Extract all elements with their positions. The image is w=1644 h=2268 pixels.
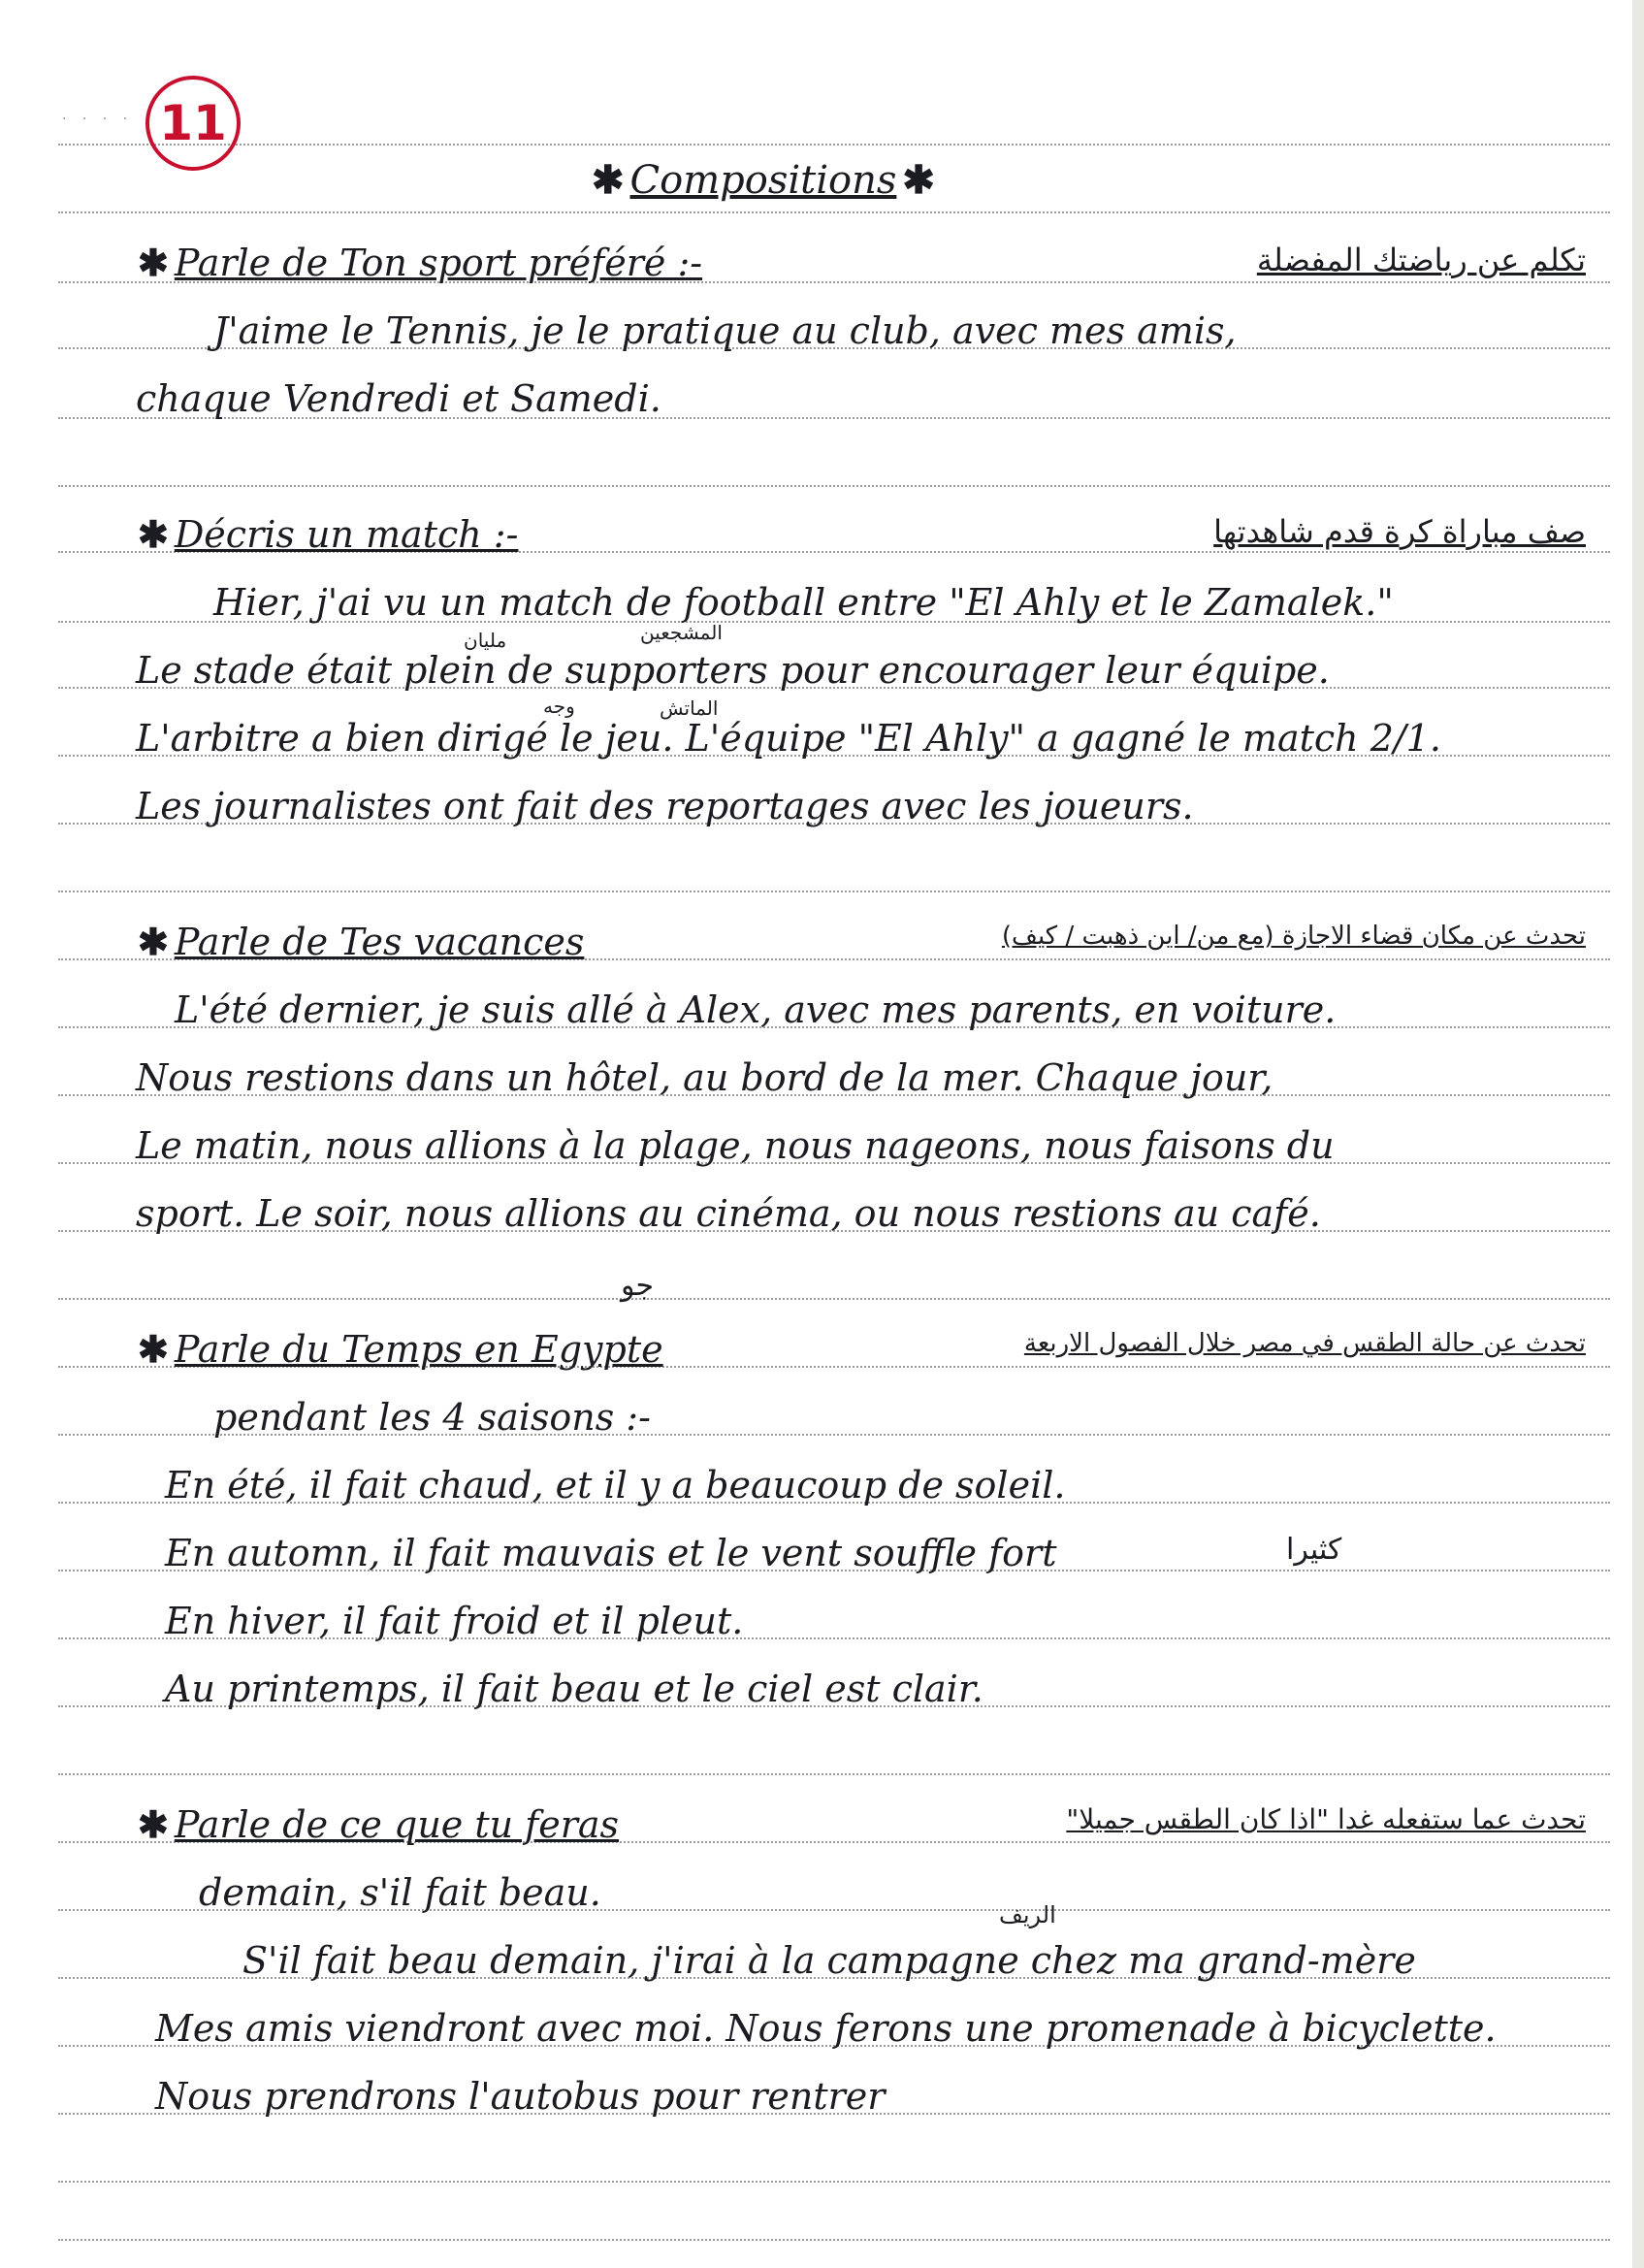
section-3-line-2: Nous restions dans un hôtel, au bord de la mer. Chaque jour, — [136, 1056, 1273, 1099]
page-title-text: Compositions — [629, 158, 897, 203]
punch-dots-decoration: · · · · — [62, 112, 134, 127]
section-3-line-3: Le matin, nous allions à la plage, nous nageons, nous faisons du — [136, 1124, 1335, 1167]
section-1-heading-fr: Parle de Ton sport préféré :- — [174, 242, 703, 284]
gloss-temps: جو — [621, 1269, 655, 1303]
section-5-heading: ✱ Parle de ce que tu feras تحدث عما ستفعله غدا "اذا كان الطقس جميلا" — [138, 1802, 1586, 1846]
section-5-line-1: demain, s'il fait beau. — [199, 1871, 601, 1914]
section-5-line-3: Mes amis viendront avec moi. Nous ferons une promenade à bicyclette. — [155, 2007, 1497, 2050]
gloss-campagne: الريف — [999, 1901, 1056, 1928]
page-number-circle: 11 — [145, 76, 241, 171]
section-4-line-2: En été, il fait chaud, et il y a beaucoup de soleil. — [165, 1464, 1066, 1507]
section-1-heading-ar: تكلم عن رياضتك المفضلة — [1256, 242, 1586, 278]
section-4-line-5: Au printemps, il fait beau et le ciel est clair. — [165, 1668, 983, 1710]
section-2-line-1: Hier, j'ai vu un match de football entre "El Ahly et le Zamalek." — [213, 581, 1394, 624]
gloss-dirige: وجه — [543, 695, 575, 718]
section-2-line-3: L'arbitre a bien dirigé le jeu. L'équipe "El Ahly" a gagné le match 2/1. — [136, 717, 1441, 760]
section-4-line-1: pendant les 4 saisons :- — [213, 1396, 651, 1439]
section-2-heading-ar: صف مباراة كرة قدم شاهدتها — [1213, 513, 1586, 550]
section-5-line-2: S'il fait beau demain, j'irai à la campagne chez ma grand-mère — [242, 1939, 1416, 1982]
section-5-heading-fr: Parle de ce que tu feras — [174, 1803, 620, 1846]
section-2-heading: ✱ Décris un match :- صف مباراة كرة قدم شاهدتها — [138, 512, 1586, 556]
section-2-line-2: Le stade était plein de supporters pour encourager leur équipe. — [136, 649, 1330, 692]
section-2-line-4: Les journalistes ont fait des reportages avec les joueurs. — [136, 785, 1194, 827]
section-3-line-1: L'été dernier, je suis allé à Alex, avec mes parents, en voiture. — [175, 988, 1337, 1031]
section-2-heading-fr: Décris un match :- — [174, 513, 519, 556]
gloss-supporters: المشجعين — [640, 621, 723, 644]
gloss-plein: مليان — [464, 629, 507, 652]
section-3-line-4: sport. Le soir, nous allions au cinéma, ou nous restions au café. — [136, 1192, 1321, 1235]
section-1-line-1: J'aime le Tennis, je le pratique au club, avec mes amis, — [213, 309, 1237, 352]
section-4-line-4: En hiver, il fait froid et il pleut. — [165, 1600, 744, 1642]
section-1-heading: ✱ Parle de Ton sport préféré :- تكلم عن رياضتك المفضلة — [138, 241, 1586, 284]
section-3-heading: ✱ Parle de Tes vacances تحدث عن مكان قضاء الاجازة (مع من/ اين ذهبت / كيف) — [138, 920, 1586, 963]
section-3-heading-ar: تحدث عن مكان قضاء الاجازة (مع من/ اين ذهبت / كيف) — [1001, 922, 1586, 951]
gloss-fort: كثيرا — [1286, 1533, 1342, 1567]
section-4-heading: ✱ Parle du Temps en Egypte تحدث عن حالة الطقس في مصر خلال الفصول الاربعة — [138, 1327, 1586, 1371]
page-title: ✱ Compositions ✱ — [592, 157, 935, 203]
section-5-line-4: Nous prendrons l'autobus pour rentrer — [155, 2075, 886, 2118]
gloss-jeu: الماتش — [660, 697, 719, 720]
section-1-line-2: chaque Vendredi et Samedi. — [136, 377, 661, 420]
section-4-heading-ar: تحدث عن حالة الطقس في مصر خلال الفصول الاربعة — [1023, 1329, 1586, 1358]
section-4-heading-fr: Parle du Temps en Egypte — [174, 1328, 663, 1371]
section-5-heading-ar: تحدث عما ستفعله غدا "اذا كان الطقس جميلا" — [1066, 1803, 1586, 1835]
section-3-heading-fr: Parle de Tes vacances — [174, 921, 585, 963]
section-4-line-3: En automn, il fait mauvais et le vent souffle fort — [165, 1532, 1057, 1574]
